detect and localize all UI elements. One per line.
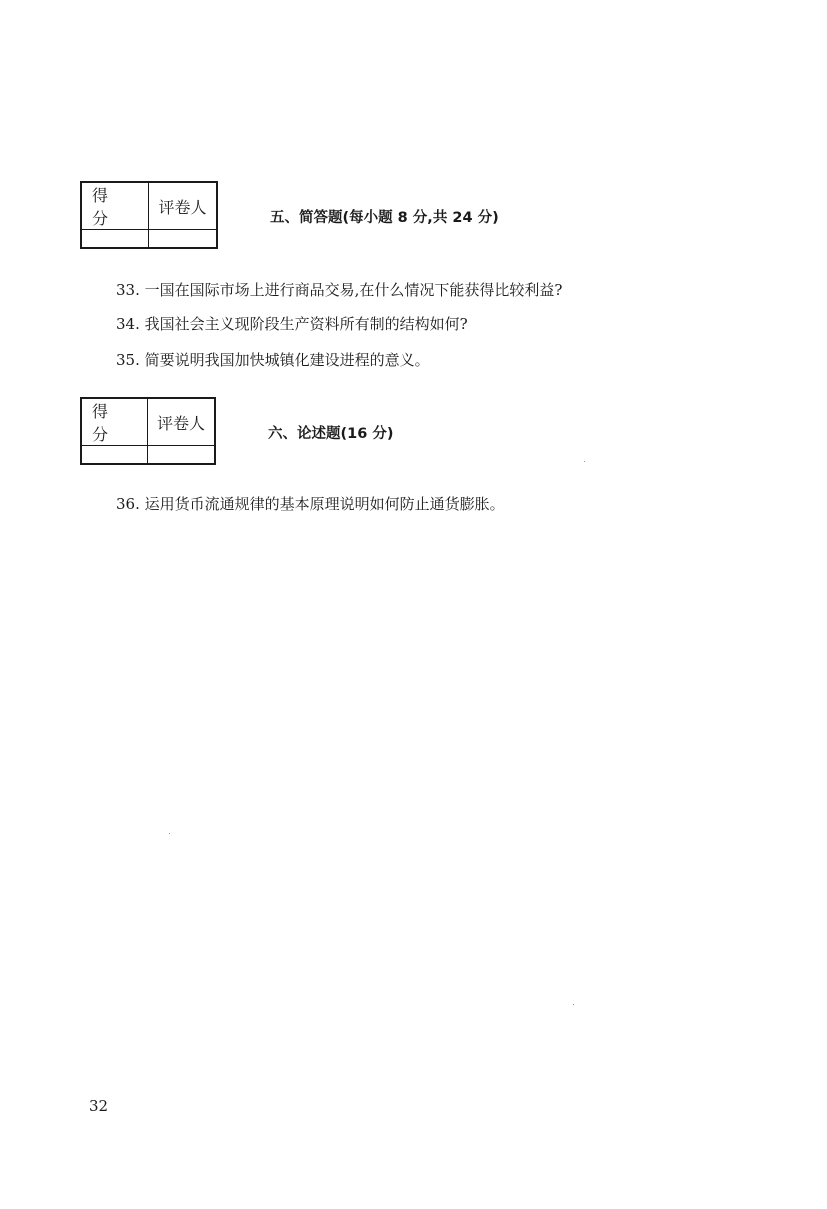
scan-speck bbox=[573, 1004, 574, 1005]
score-label-text: 得 分 bbox=[92, 402, 123, 444]
score-label-text: 得 分 bbox=[92, 186, 123, 228]
section-title-6: 六、论述题(16 分) bbox=[268, 426, 394, 442]
grader-label-text: 评卷人 bbox=[156, 413, 205, 433]
question-33: 33. 一国在国际市场上进行商品交易,在什么情况下能获得比较利益? bbox=[116, 281, 563, 299]
question-34: 34. 我国社会主义现阶段生产资料所有制的结构如何? bbox=[116, 315, 468, 333]
grader-label bbox=[148, 399, 214, 446]
question-35: 35. 简要说明我国加快城镇化建设进程的意义。 bbox=[116, 351, 430, 369]
grader-input-cell[interactable] bbox=[148, 446, 214, 463]
question-36: 36. 运用货币流通规律的基本原理说明如何防止通货膨胀。 bbox=[116, 495, 505, 513]
score-box-section-5 bbox=[80, 181, 218, 249]
grader-label bbox=[149, 183, 216, 230]
scan-speck bbox=[169, 833, 170, 834]
grader-label-text: 评卷人 bbox=[158, 197, 207, 217]
page-number: 32 bbox=[89, 1097, 109, 1115]
score-input-cell[interactable] bbox=[82, 230, 149, 247]
score-label bbox=[82, 183, 149, 230]
scan-speck bbox=[584, 461, 585, 462]
section-title-5: 五、简答题(每小题 8 分,共 24 分) bbox=[270, 210, 499, 226]
score-input-cell[interactable] bbox=[82, 446, 148, 463]
grader-input-cell[interactable] bbox=[149, 230, 216, 247]
score-box-section-6 bbox=[80, 397, 216, 465]
score-label bbox=[82, 399, 148, 446]
